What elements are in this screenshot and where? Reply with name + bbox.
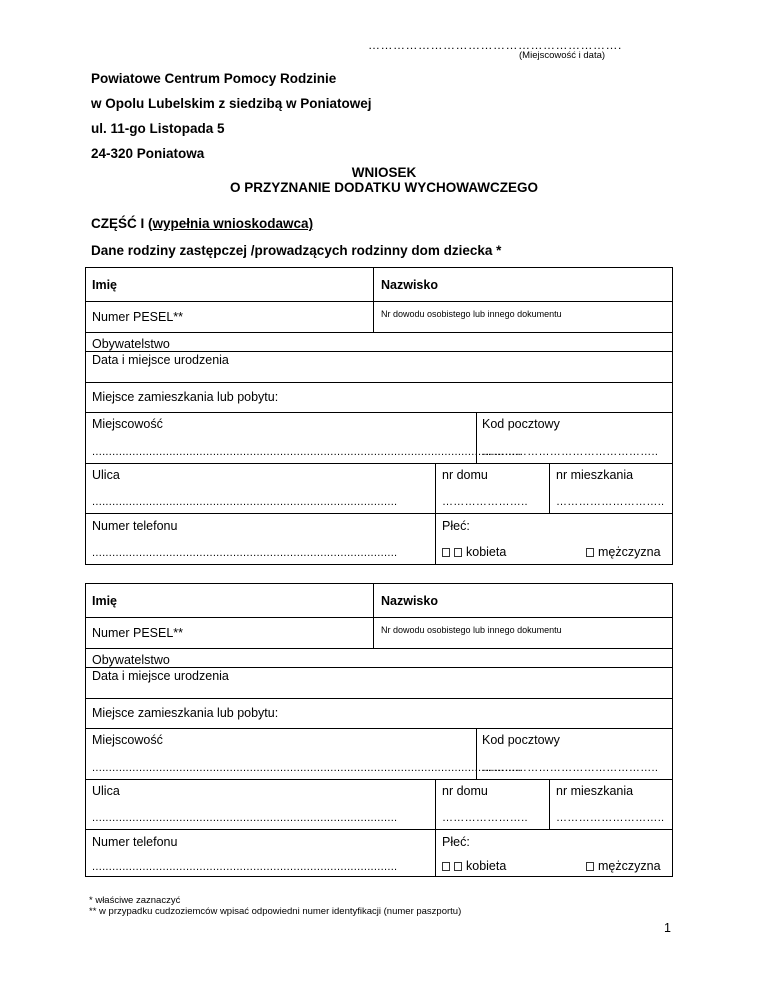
street-dotted-line[interactable]: ........................................................................................... [92, 496, 398, 508]
phone-dotted-line[interactable]: ........................................................................................... [92, 861, 398, 873]
apartment-no-dotted-line[interactable]: ……………………….. [556, 496, 665, 508]
male-label: mężczyzna [598, 545, 661, 559]
birth-label: Data i miejsce urodzenia [92, 669, 229, 683]
last-name-cell[interactable] [373, 268, 672, 301]
phone-row [86, 830, 672, 876]
pesel-row [86, 302, 672, 333]
part-heading [91, 216, 313, 231]
city-row [86, 413, 672, 464]
apartment-no-label: nr mieszkania [556, 784, 634, 798]
street-dotted-line[interactable]: ........................................................................................... [92, 812, 398, 824]
part-prefix: CZĘŚĆ I ( [91, 216, 153, 231]
city-row [86, 729, 672, 780]
document-subtitle: O PRZYZNANIE DODATKU WYCHOWAWCZEGO [230, 180, 538, 195]
checkbox-icon[interactable] [454, 548, 462, 557]
checkbox-icon[interactable] [442, 548, 450, 557]
footnote-2: ** w przypadku cudzoziemców wpisać odpowiedni numer identyfikacji (numer paszportu) [89, 906, 462, 917]
postal-code-cell [476, 413, 672, 463]
date-place-caption: (Miejscowość i data) [519, 50, 606, 61]
date-place-dotted-line: ……………………………………………………. [368, 38, 622, 52]
street-row [86, 780, 672, 830]
female-label: kobieta [466, 859, 507, 873]
female-label: kobieta [466, 545, 507, 559]
apartment-no-cell [549, 780, 672, 829]
pesel-row [86, 618, 672, 649]
person-2-table [85, 583, 673, 877]
residence-label: Miejsce zamieszkania lub pobytu: [92, 390, 279, 404]
id-doc-cell[interactable] [373, 618, 672, 648]
citizenship-label: Obywatelstwo [92, 337, 170, 351]
residence-row [86, 383, 672, 413]
address-line-1: Powiatowe Centrum Pomocy Rodzinie [91, 71, 337, 86]
address-line-4: 24-320 Poniatowa [91, 146, 205, 161]
city-label: Miejscowość [92, 417, 163, 431]
male-option[interactable] [586, 859, 661, 873]
checkbox-icon[interactable] [442, 862, 450, 871]
gender-label: Płeć: [442, 519, 470, 533]
residence-label: Miejsce zamieszkania lub pobytu: [92, 706, 279, 720]
id-doc-cell[interactable] [373, 302, 672, 332]
first-name-label: Imię [92, 278, 118, 292]
phone-row [86, 514, 672, 564]
house-no-label: nr domu [442, 784, 488, 798]
last-name-cell[interactable] [373, 584, 672, 617]
document-title: WNIOSEK [351, 165, 417, 180]
house-no-cell [435, 464, 549, 513]
checkbox-icon[interactable] [586, 862, 594, 871]
pesel-label: Numer PESEL** [92, 626, 184, 640]
phone-label: Numer telefonu [92, 835, 178, 849]
postal-code-dotted-line[interactable]: ……………………………………….. [482, 762, 659, 774]
male-option[interactable] [586, 545, 661, 559]
house-no-label: nr domu [442, 468, 488, 482]
birth-row[interactable] [86, 352, 672, 383]
apartment-no-cell [549, 464, 672, 513]
citizenship-row[interactable] [86, 333, 672, 352]
part-underlined: wypełnia wnioskodawca) [152, 216, 314, 231]
postal-code-cell [476, 729, 672, 779]
id-doc-label: Nr dowodu osobistego lub innego dokumentu [381, 625, 562, 635]
female-option[interactable] [442, 859, 506, 873]
citizenship-label: Obywatelstwo [92, 653, 170, 667]
last-name-label: Nazwisko [381, 594, 438, 608]
page-number: 1 [664, 921, 671, 935]
street-label: Ulica [92, 468, 120, 482]
street-label: Ulica [92, 784, 120, 798]
phone-label: Numer telefonu [92, 519, 178, 533]
postal-code-label: Kod pocztowy [482, 417, 560, 431]
postal-code-dotted-line[interactable]: ……………………………………….. [482, 446, 659, 458]
birth-label: Data i miejsce urodzenia [92, 353, 229, 367]
apartment-no-label: nr mieszkania [556, 468, 634, 482]
city-dotted-line[interactable]: ................................................................................................................................ [92, 446, 522, 458]
checkbox-icon[interactable] [454, 862, 462, 871]
first-name-label: Imię [92, 594, 118, 608]
pesel-label: Numer PESEL** [92, 310, 184, 324]
address-line-3: ul. 11-go Listopada 5 [91, 121, 225, 136]
male-label: mężczyzna [598, 859, 661, 873]
address-line-2: w Opolu Lubelskim z siedzibą w Poniatowej [91, 96, 372, 111]
birth-row[interactable] [86, 668, 672, 699]
section-subtitle: Dane rodziny zastępczej /prowadzących rodzinny dom dziecka * [91, 243, 502, 258]
gender-cell [435, 830, 672, 876]
last-name-label: Nazwisko [381, 278, 438, 292]
name-row [86, 268, 672, 302]
citizenship-row[interactable] [86, 649, 672, 668]
house-no-cell [435, 780, 549, 829]
city-label: Miejscowość [92, 733, 163, 747]
id-doc-label: Nr dowodu osobistego lub innego dokumentu [381, 309, 562, 319]
female-option[interactable] [442, 545, 506, 559]
phone-dotted-line[interactable]: ........................................................................................... [92, 547, 398, 559]
house-no-dotted-line[interactable]: ………………….. [442, 496, 528, 508]
footnote-1: * właściwe zaznaczyć [89, 895, 181, 906]
gender-label: Płeć: [442, 835, 470, 849]
checkbox-icon[interactable] [586, 548, 594, 557]
apartment-no-dotted-line[interactable]: ……………………….. [556, 812, 665, 824]
postal-code-label: Kod pocztowy [482, 733, 560, 747]
name-row [86, 584, 672, 618]
gender-cell [435, 514, 672, 564]
house-no-dotted-line[interactable]: ………………….. [442, 812, 528, 824]
residence-row [86, 699, 672, 729]
street-row [86, 464, 672, 514]
person-1-table [85, 267, 673, 565]
city-dotted-line[interactable]: ................................................................................................................................ [92, 762, 522, 774]
